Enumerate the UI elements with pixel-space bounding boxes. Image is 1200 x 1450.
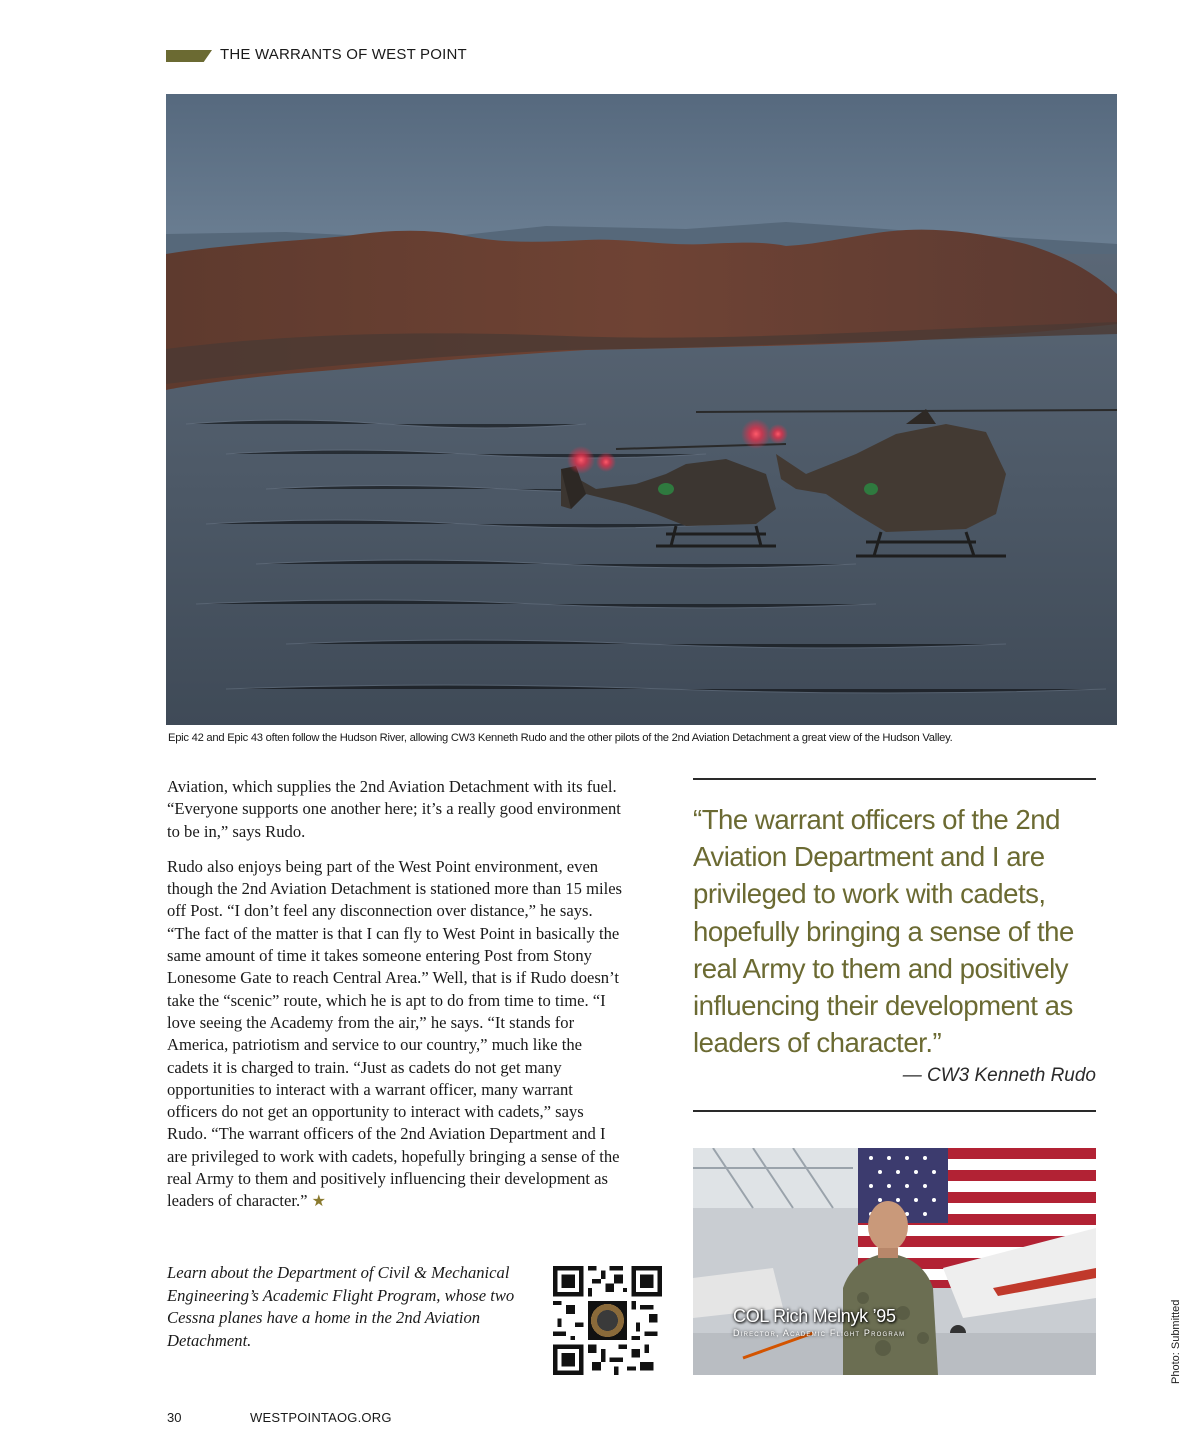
article-paragraph	[167, 856, 627, 1214]
section-marker	[166, 50, 212, 62]
page-number: 30	[167, 1410, 182, 1425]
video-speaker-name: COL Rich Melnyk ’95	[733, 1306, 896, 1326]
footer-website[interactable]: WESTPOINTAOG.ORG	[250, 1410, 392, 1425]
article-paragraph: Aviation, which supplies the 2nd Aviation Detachment with its fuel. “Everyone supports one another here; it’s a really good environment to be in,” says Rudo.	[167, 777, 621, 841]
photo-caption: Epic 42 and Epic 43 often follow the Hudson River, allowing CW3 Kenneth Rudo and the other pilots of the 2nd Aviation Detachment a great view of the Hudson Valley.	[168, 732, 953, 744]
end-mark-star-icon: ★	[311, 1193, 326, 1211]
article-paragraph-text: Rudo also enjoys being part of the West Point environment, even though the 2nd Aviation Detachment is stationed more than 15 miles off Post. “I don’t feel any disconnection over distance,” he says. “The fact of the matter is that I can fly to West Point in basically the same amount of time it takes someone entering Post from Stony Lonesome Gate to reach Central Area.” Well, that is if Rudo doesn’t take the “scenic” route, which he is apt to do from time to time. “I love seeing the Academy from the air,” he says. “It stands for America, patriotism and service to our country,” much like the cadets it is charged to train. “Just as cadets do not get many opportunities to interact with a warrant officer, many warrant officers do not get an opportunity to interact with cadets,” says Rudo. “The warrant officers of the 2nd Aviation Department and I are privileged to work with cadets, hopefully bringing a sense of the real Army to them and positively influencing their development as leaders of character.”	[167, 856, 623, 1211]
photo-credit: Photo: Submitted	[1170, 1299, 1182, 1384]
quote-top-rule	[693, 778, 1096, 780]
hero-photo-helicopters	[166, 94, 1117, 725]
section-title: THE WARRANTS OF WEST POINT	[220, 46, 467, 63]
video-cta-text: Learn about the Department of Civil & Mechanical Engineering’s Academic Flight Program, whose two Cessna planes have a home in the 2nd Aviation Detachment.	[167, 1263, 515, 1350]
pull-quote-attribution: — CW3 Kenneth Rudo	[902, 1065, 1096, 1086]
video-speaker-role: Director, Academic Flight Program	[733, 1328, 906, 1338]
quote-bottom-rule	[693, 1110, 1096, 1112]
qr-code[interactable]	[553, 1266, 662, 1375]
video-thumbnail[interactable]	[693, 1148, 1096, 1375]
pull-quote: “The warrant officers of the 2nd Aviation Department and I are privileged to work with cadets, hopefully bringing a sense of the real Army to them and positively influencing their development as leaders of character.”	[693, 804, 1074, 1059]
article-body	[167, 776, 627, 1227]
